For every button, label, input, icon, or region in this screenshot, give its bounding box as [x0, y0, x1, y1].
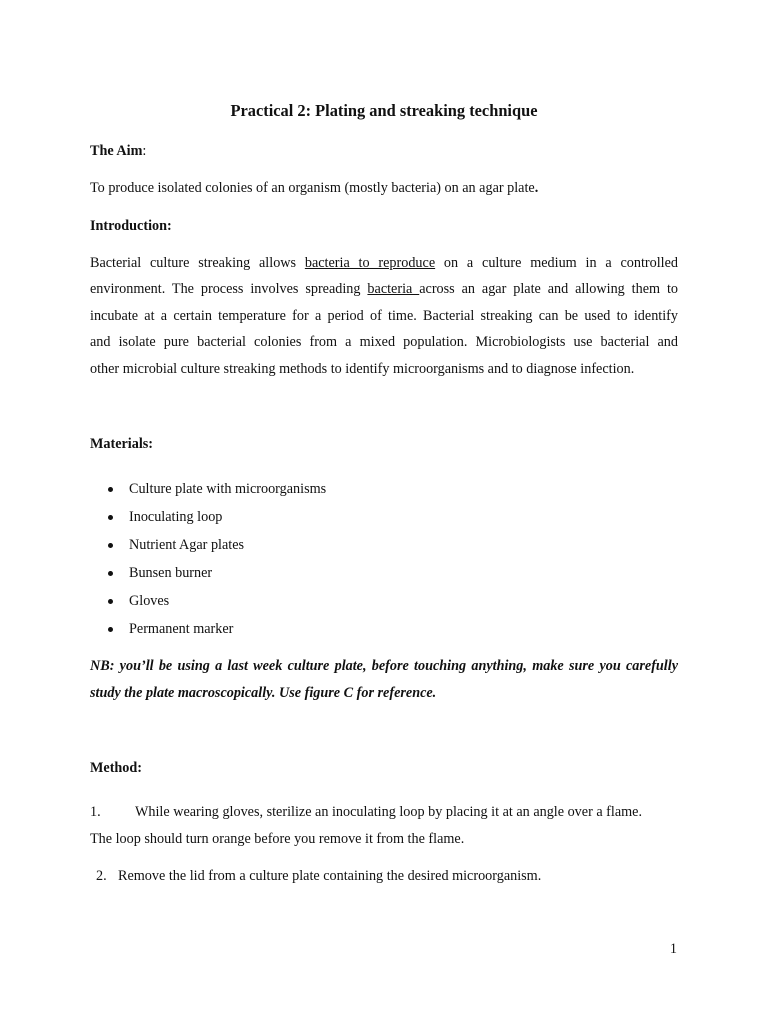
aim-heading-line	[90, 143, 146, 160]
method-step-2	[96, 868, 684, 885]
list-item: Gloves	[90, 590, 326, 618]
intro-line2-part-b: across an agar plate and allowing them to	[419, 281, 679, 297]
method-step-1-line-1	[90, 804, 678, 821]
list-item: Bunsen burner	[90, 562, 326, 590]
step-1-text: While wearing gloves, sterilize an inoculating loop by placing it at an angle over a flame.	[135, 804, 643, 820]
introduction-line-3: incubate at a certain temperature for a period of time. Bacterial streaking can be used to identify	[90, 308, 678, 324]
note-line-2: study the plate macroscopically. Use figure C for reference.	[90, 685, 437, 701]
aim-heading: The Aim	[90, 143, 143, 159]
bacteria-link[interactable]: bacteria	[367, 281, 420, 297]
intro-line1-part-a: Bacterial culture streaking allows	[90, 255, 305, 271]
aim-heading-colon: :	[142, 143, 147, 159]
list-item: Inoculating loop	[90, 506, 326, 534]
step-2-number: 2.	[96, 868, 107, 884]
step-2-text: Remove the lid from a culture plate containing the desired microorganism.	[118, 868, 542, 884]
list-item: Culture plate with microorganisms	[90, 478, 326, 506]
list-item: Permanent marker	[90, 618, 326, 646]
introduction-line-4: and isolate pure bacterial colonies from a mixed population. Microbiologists use bacterial and	[90, 334, 678, 350]
materials-heading: Materials:	[90, 436, 154, 452]
method-step-1-line-2: The loop should turn orange before you remove it from the flame.	[90, 831, 465, 847]
page-number: 1	[669, 941, 677, 957]
introduction-heading: Introduction:	[90, 218, 172, 234]
method-heading: Method:	[90, 760, 143, 776]
list-item: Nutrient Agar plates	[90, 534, 326, 562]
aim-text-end: .	[534, 180, 539, 196]
materials-list	[90, 478, 326, 646]
aim-text-line	[90, 180, 538, 197]
introduction-line-2	[90, 281, 678, 298]
step-1-number: 1.	[90, 804, 101, 820]
introduction-line-5: other microbial culture streaking methods to identify microorganisms and to diagnose infection.	[90, 361, 635, 377]
intro-line2-part-a: environment. The process involves spreading	[90, 281, 368, 297]
note-line-1: NB: you’ll be using a last week culture plate, before touching anything, make sure you carefully	[90, 658, 678, 674]
introduction-line-1	[90, 255, 678, 272]
page-title: Practical 2: Plating and streaking technique	[230, 101, 538, 120]
aim-text: To produce isolated colonies of an organism (mostly bacteria) on an agar plate	[90, 180, 535, 196]
bacteria-to-reproduce-link[interactable]: bacteria to reproduce	[304, 255, 436, 271]
intro-line1-part-b: on a culture medium in a controlled	[435, 255, 678, 271]
